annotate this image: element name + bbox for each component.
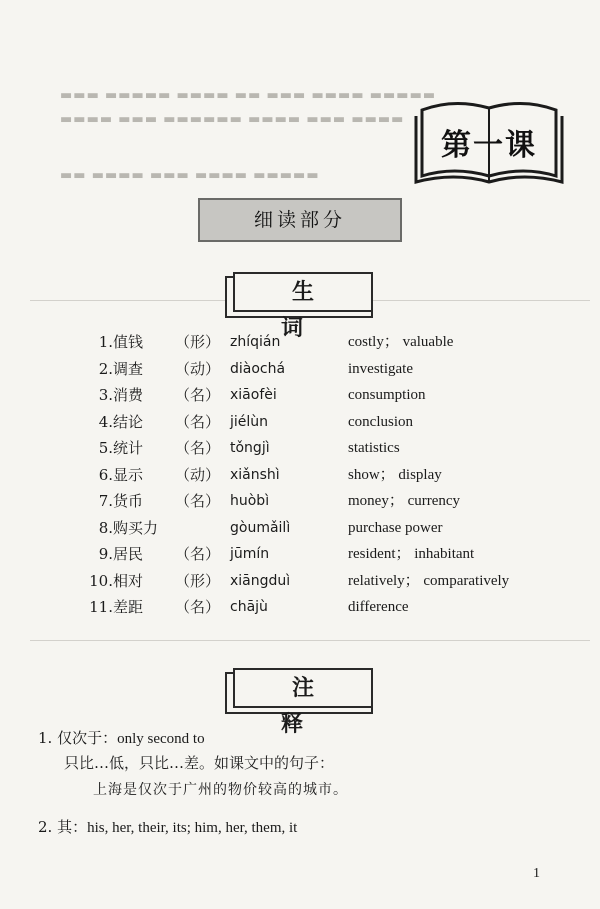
page-number: 1: [533, 866, 540, 881]
vocab-meaning: statistics: [348, 440, 400, 456]
vocab-pinyin: xiǎnshì: [230, 466, 280, 483]
bleed-through-text: ▬▬▬▬ ▬▬▬ ▬▬▬▬▬▬ ▬▬▬▬ ▬▬▬ ▬▬▬▬: [60, 112, 405, 127]
vocab-pos: （形）: [175, 571, 221, 590]
vocab-num: 5.: [98, 439, 113, 457]
vocab-word: 结论: [113, 412, 144, 431]
note-1-head: 1. 仅次于：: [38, 729, 118, 747]
vocab-meaning: resident； inhabitant: [348, 546, 475, 562]
vocab-item: [0, 489, 600, 513]
lesson-title: 第一课: [441, 128, 537, 163]
vocab-pinyin: zhíqián: [230, 334, 281, 350]
note-2: [38, 816, 297, 837]
vocab-pinyin: xiāofèi: [230, 387, 277, 403]
vocab-meaning: costly； valuable: [348, 334, 454, 350]
vocab-item: [0, 330, 600, 354]
section-title: 细读部分: [198, 198, 402, 242]
vocab-pinyin: xiāngduì: [230, 572, 291, 589]
vocab-item: [0, 410, 600, 434]
vocab-num: 7.: [98, 492, 113, 510]
vocab-pinyin: chājù: [230, 599, 268, 615]
vocab-pos: （名）: [175, 598, 221, 616]
vocab-pos: （名）: [175, 386, 221, 404]
vocab-item: [0, 383, 600, 407]
vocab-pinyin: gòumǎilì: [230, 519, 291, 536]
vocab-pos: （名）: [175, 412, 221, 431]
notes-label-box: [225, 672, 373, 737]
vocab-word: 统计: [113, 439, 144, 457]
vocab-meaning: purchase power: [348, 519, 443, 536]
vocab-label-box: [225, 276, 373, 341]
vocab-word: 购买力: [113, 518, 159, 537]
vocab-num: 10.: [89, 571, 113, 590]
vocab-num: 9.: [98, 545, 113, 563]
vocab-item: [0, 436, 600, 460]
vocab-word: 居民: [113, 545, 144, 563]
vocab-pos: （名）: [175, 492, 221, 510]
note-1: [38, 727, 205, 748]
vocab-word: 消费: [113, 386, 144, 404]
bleed-through-text: ▬▬ ▬▬▬▬ ▬▬▬ ▬▬▬▬ ▬▬▬▬▬: [60, 168, 320, 183]
vocab-num: 6.: [98, 465, 113, 484]
vocab-num: 3.: [98, 386, 113, 404]
vocab-pos: （形）: [175, 333, 221, 351]
vocab-item: [0, 542, 600, 566]
vocab-num: 4.: [98, 412, 113, 431]
lesson-badge: [414, 96, 564, 188]
vocab-item: [0, 463, 600, 487]
note-1-example: 上海是仅次于广州的物价较高的城市。: [93, 782, 348, 798]
note-1-explain: 只比…低，只比…差。如课文中的句子：: [64, 754, 335, 772]
vocab-label: 生 词: [233, 272, 373, 312]
vocab-num: 11.: [89, 598, 113, 616]
vocab-pinyin: diàochá: [230, 360, 286, 377]
vocab-pos: （动）: [175, 359, 221, 378]
vocab-pinyin: huòbì: [230, 493, 270, 509]
note-2-english: his, her, their, its; him, her, them, it: [87, 820, 298, 836]
vocab-pos: （名）: [175, 439, 221, 457]
bleed-through-text: ▬▬▬ ▬▬▬▬▬ ▬▬▬▬ ▬▬ ▬▬▬ ▬▬▬▬ ▬▬▬▬▬: [60, 88, 437, 103]
vocab-item: [0, 595, 600, 619]
note-2-head: 2. 其：: [38, 818, 88, 836]
vocab-meaning: show； display: [348, 466, 442, 483]
vocab-num: 1.: [98, 333, 113, 351]
vocab-meaning: relatively； comparatively: [348, 572, 510, 589]
note-1-english: only second to: [117, 731, 205, 747]
vocab-meaning: money； currency: [348, 493, 461, 509]
vocab-meaning: conclusion: [348, 413, 413, 430]
vocab-meaning: investigate: [348, 360, 413, 377]
vocab-meaning: consumption: [348, 387, 426, 403]
vocab-num: 8.: [98, 518, 113, 537]
vocab-word: 货币: [113, 492, 144, 510]
bleed-through-line: [30, 640, 590, 641]
vocab-pinyin: jūmín: [230, 546, 270, 562]
vocab-pos: （动）: [175, 465, 221, 484]
vocab-pinyin: jiélùn: [230, 413, 269, 430]
vocab-meaning: difference: [348, 599, 409, 615]
vocab-item: [0, 516, 600, 540]
vocab-pos: （名）: [175, 545, 221, 563]
vocab-item: [0, 569, 600, 593]
vocab-word: 值钱: [113, 333, 144, 351]
vocab-word: 相对: [113, 571, 144, 590]
vocab-word: 差距: [113, 598, 144, 616]
vocab-num: 2.: [98, 359, 113, 378]
vocab-word: 调查: [113, 359, 144, 378]
vocab-item: [0, 357, 600, 381]
vocab-pinyin: tǒngjì: [230, 440, 270, 456]
vocab-word: 显示: [113, 465, 144, 484]
notes-label: 注 释: [233, 668, 373, 708]
